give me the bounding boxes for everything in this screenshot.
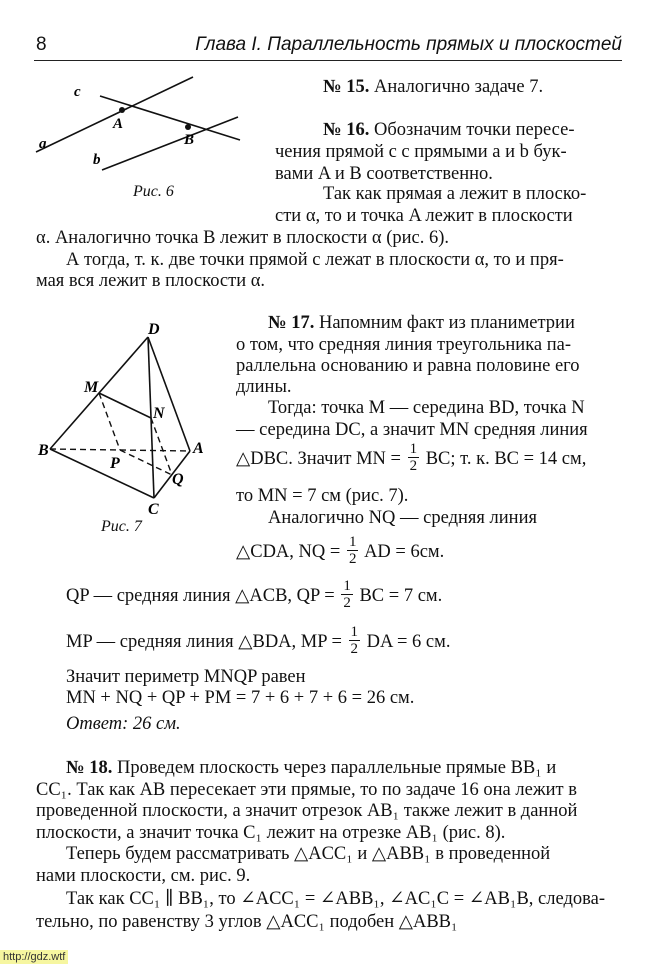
point-b — [185, 124, 191, 130]
label-b: B — [38, 442, 49, 459]
header-rule — [34, 60, 622, 61]
problem-17-line-11: QP — средняя линия △ACB, QP = $\frac{1}{2}$ BC = 7 см. — [66, 578, 443, 611]
label-point-a: A — [113, 116, 124, 132]
problem-18-line-6: нами плоскости, см. рис. 9. — [36, 866, 251, 886]
point-a — [119, 107, 125, 113]
label-d: D — [148, 321, 160, 338]
source-url-link[interactable]: http://gdz.wtf — [0, 950, 68, 964]
label-c: C — [148, 501, 159, 518]
problem-18-line-3: проведенной плоскости, а значит отрезок AB₁ также лежит в данной — [36, 801, 578, 821]
problem-16-line-7: А тогда, т. к. две точки прямой с лежат в плоскости α, то и пря- — [66, 250, 564, 270]
problem-17-line-9: Аналогично NQ — средняя линия — [268, 508, 537, 528]
problem-17-line-5: Тогда: точка M — середина BD, точка N — [268, 398, 585, 418]
figure-7-caption: Рис. 7 — [101, 518, 142, 535]
label-p: P — [110, 455, 120, 472]
chapter-title: Глава I. Параллельность прямых и плоскостей — [195, 34, 622, 55]
problem-16-line-3: вами A и B соответственно. — [275, 164, 493, 184]
fraction-one-half: $\frac{1}{2}$ — [343, 578, 351, 611]
problem-17-line-7: △DBC. Значит MN = $\frac{1}{2}$ BC; т. к. BC = 14 см, — [236, 441, 587, 474]
problem-16-line-1: № 16. Обозначим точки пересе- — [323, 120, 575, 140]
label-a: a — [39, 136, 47, 152]
problem-18-line-5: Теперь будем рассматривать △ACC₁ и △ABB₁ в проведенной — [66, 844, 551, 864]
label-point-b: B — [184, 132, 195, 148]
fraction-one-half: $\frac{1}{2}$ — [348, 534, 357, 567]
problem-16-line-2: чения прямой с с прямыми a и b бук- — [275, 142, 567, 162]
label-b: b — [93, 152, 101, 168]
label-m: M — [84, 379, 99, 396]
problem-18-line-8: тельно, по равенству 3 углов △ACC₁ подобен △ABB₁ — [36, 912, 458, 932]
problem-18-line-1: № 18. Проведем плоскость через параллельные прямые BB₁ и — [66, 758, 557, 778]
problem-17-line-6: — середина DC, а значит MN средняя линия — [236, 420, 588, 440]
problem-16-line-4: Так как прямая a лежит в плоско- — [323, 184, 587, 204]
figure-6-caption: Рис. 6 — [133, 183, 174, 200]
problem-17-line-12: MP — средняя линия △BDA, MP = $\frac{1}{2}$ DA = 6 см. — [66, 624, 451, 657]
problem-15 — [323, 76, 543, 98]
problem-17-line-3: раллельна основанию и равна половине его — [236, 356, 580, 376]
problem-18-line-4: плоскости, а значит точка C₁ лежит на отрезке AB₁ (рис. 8). — [36, 823, 506, 843]
problem-18-line-7: Так как CC₁ ∥ BB₁, то ∠ACC₁ = ∠ABB₁, ∠AC₁C = ∠AB₁B, следова- — [66, 889, 605, 909]
label-n: N — [153, 405, 165, 422]
problem-17-line-14: MN + NQ + QP + PM = 7 + 6 + 7 + 6 = 26 см. — [66, 688, 415, 708]
problem-17-line-13: Значит периметр MNQP равен — [66, 667, 306, 687]
problem-15-text: Аналогично задаче 7. — [373, 77, 544, 97]
problem-17-answer: Ответ: 26 см. — [66, 714, 181, 734]
problem-17-line-4: длины. — [236, 377, 292, 397]
problem-15-number: № 15. — [323, 77, 370, 97]
problem-16-line-8: мая вся лежит в плоскости α. — [36, 271, 266, 291]
label-q: Q — [172, 471, 184, 488]
fraction-one-half: $\frac{1}{2}$ — [350, 624, 359, 657]
problem-18-line-2: CC₁. Так как AB пересекает эти прямые, то по задаче 16 она лежит в — [36, 780, 577, 800]
fraction-one-half: $\frac{1}{2}$ — [409, 441, 418, 474]
problem-16-line-6: α. Аналогично точка B лежит в плоскости α (рис. 6). — [36, 228, 450, 248]
label-c: c — [74, 84, 81, 100]
line-a — [36, 77, 193, 152]
figure-7 — [30, 318, 220, 518]
problem-17-line-2: о том, что средняя линия треугольника па- — [236, 335, 572, 355]
problem-17-line-8: то MN = 7 см (рис. 7). — [236, 486, 409, 506]
label-a: A — [193, 440, 204, 457]
problem-17-line-10: △CDA, NQ = $\frac{1}{2}$ AD = 6см. — [236, 534, 445, 567]
problem-16-line-5: сти α, то и точка A лежит в плоскости — [275, 206, 573, 226]
problem-17-line-1: № 17. Напомним факт из планиметрии — [268, 313, 575, 333]
page-number: 8 — [36, 34, 47, 55]
